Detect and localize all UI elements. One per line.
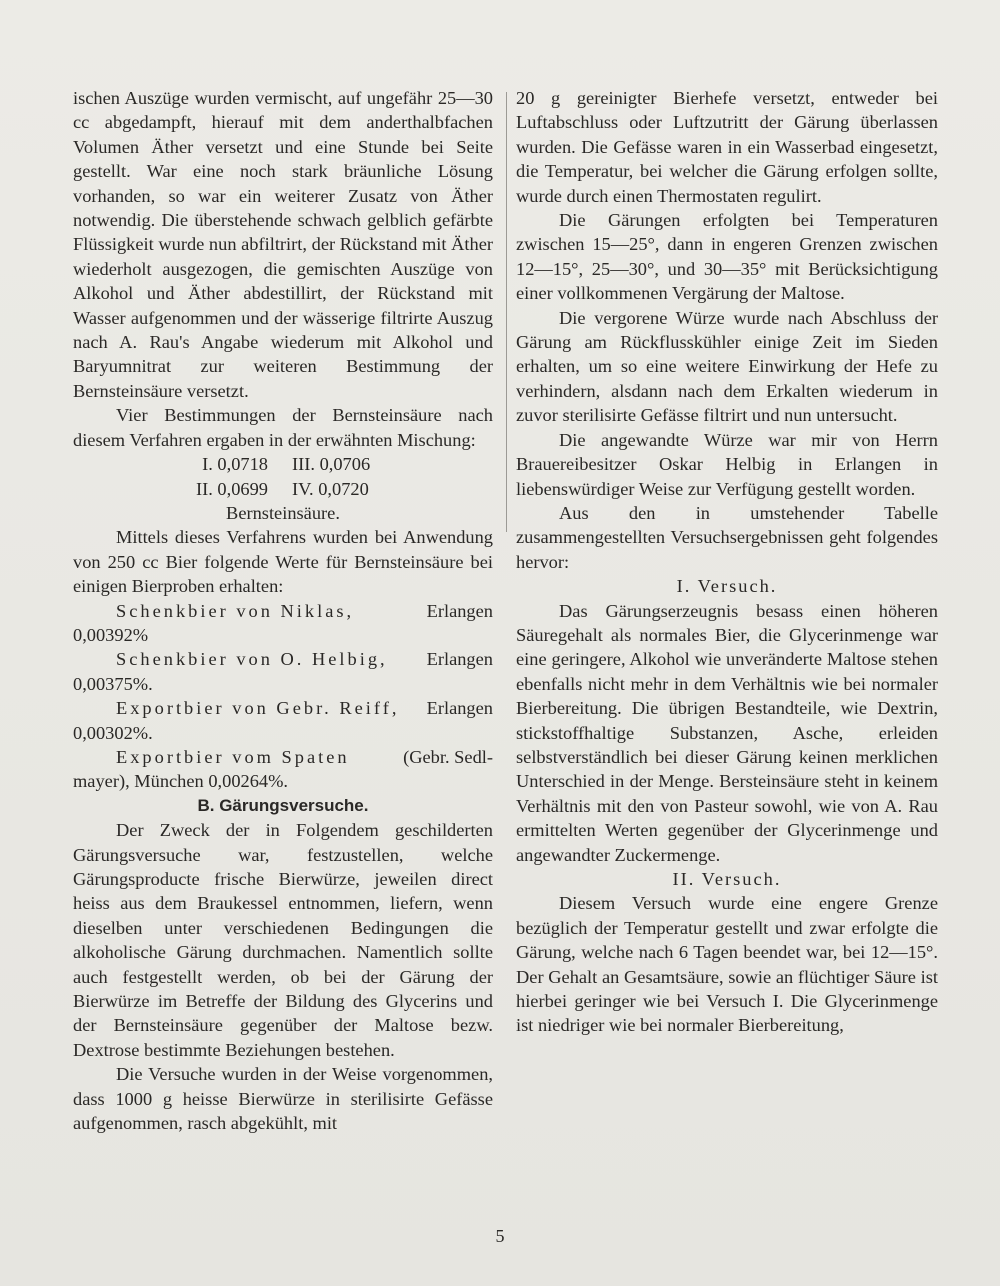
value-1: I. 0,0718 xyxy=(202,454,268,475)
beer-name: Schenkbier von Niklas, xyxy=(116,600,355,621)
beer-rest: (Gebr. Sedl- xyxy=(403,746,493,767)
beer-place: Erlangen xyxy=(426,698,493,719)
beer-value: 0,00392% xyxy=(73,624,149,645)
beer-place: Erlangen xyxy=(426,649,493,670)
beer-name: Exportbier von Gebr. Reiff, xyxy=(116,698,400,719)
beer-value: mayer), München 0,00264%. xyxy=(73,771,289,792)
beer-entry xyxy=(73,745,493,794)
beer-place: Erlangen xyxy=(426,600,493,621)
paragraph: ischen Auszüge wurden vermischt, auf ungefähr 25—30 cc abgedampft, hierauf mit dem anderthalbfachen Volumen Äther versetzt und eine Stunde bei Seite gestellt. War eine noch stark bräunliche Lösung vorhanden, so war ein weiterer Zusatz von Äther notwendig. Die überstehende schwach gelblich gefärbte Flüssigkeit wurde nun abfiltrirt, der Rückstand mit Äther wiederholt ausgezogen, die gemischten Auszüge von Alkohol und Äther abdestillirt, der Rückstand mit Wasser aufgenommen und der wässerige filtrirte Auszug nach A. Rau's Angabe wiederum mit Alkohol und Baryumnitrat zur weiteren Bestimmung der Bernsteinsäure versetzt. xyxy=(73,88,493,401)
paragraph: Der Zweck der in Folgendem geschilderten Gärungsversuche war, festzustellen, welche Gärungsproducte frische Bierwürze, jeweilen direct heiss aus dem Braukessel entnommen, liefern, wenn dieselben unter verschiedenen Bedingungen die alkoholische Gärung durchmachen. Namentlich sollte auch festgestellt werden, ob bei der Gärung der Bierwürze im Betreffe der Bildung des Glycerins und der Bernsteinsäure gegenüber der Maltose bezw. Dextrose bestimmte Beziehungen bestehen. xyxy=(73,820,493,1060)
paragraph: Das Gärungserzeugnis besass einen höheren Säuregehalt als normales Bier, die Glycerinmenge war eine geringere, Alkohol wie unveränderte Maltose stehen ebenfalls nicht mehr in dem Verhältnis wie bei normaler Bierbereitung. Die übrigen Bestandteile, wie Dextrin, stickstoffhaltige Substanzen, Asche, erleiden selbstverständlich bei dieser Gärung keinen merklichen Unterschied in der Menge. Bersteinsäure steht in keinem Verhältnis mit den von Pasteur sowohl, wie von A. Rau ermittelten Werten gegenüber der Glycerinmenge und angewandter Zuckermenge. xyxy=(516,600,938,865)
value-3: III. 0,0706 xyxy=(292,454,371,475)
paragraph: Die angewandte Würze war mir von Herrn Brauereibesitzer Oskar Helbig in Erlangen in liebenswürdiger Weise zur Verfügung gestellt worden. xyxy=(516,429,938,499)
value-4: IV. 0,0720 xyxy=(292,478,369,499)
experiment-heading: I. Versuch. xyxy=(676,576,778,597)
column-divider xyxy=(506,92,507,532)
beer-entry xyxy=(73,647,493,696)
beer-value: 0,00375%. xyxy=(73,673,153,694)
paragraph: Die Gärungen erfolgten bei Temperaturen zwischen 15—25°, dann in engeren Grenzen zwischen 12—15°, 25—30°, und 30—35° mit Berücksichtigung einer vollkommenen Vergärung der Maltose. xyxy=(516,210,938,304)
right-column xyxy=(516,86,938,1038)
value-2: II. 0,0699 xyxy=(195,478,268,499)
beer-entry xyxy=(73,696,493,745)
left-column xyxy=(73,86,493,1135)
paragraph: Aus den in umstehender Tabelle zusammengestellten Versuchsergebnissen geht folgendes hervor: xyxy=(516,502,938,572)
section-heading: B. Gärungsversuche. xyxy=(197,795,369,815)
beer-value: 0,00302%. xyxy=(73,722,153,743)
paragraph: Die Versuche wurden in der Weise vorgenommen, dass 1000 g heisse Bierwürze in sterilisirte Gefässe aufgenommen, rasch abgekühlt, mit xyxy=(73,1064,493,1134)
beer-name: Exportbier vom Spaten xyxy=(116,746,350,767)
paragraph: Vier Bestimmungen der Bernsteinsäure nach diesem Verfahren ergaben in der erwähnten Mischung: xyxy=(73,405,493,450)
measurement-values xyxy=(168,452,398,501)
beer-entry xyxy=(73,599,493,648)
beer-name: Schenkbier von O. Helbig, xyxy=(116,649,388,670)
paragraph: Diesem Versuch wurde eine engere Grenze bezüglich der Temperatur gestellt und zwar erfolgte die Gärung, welche nach 6 Tagen beendet war, bei 12—15°. Der Gehalt an Gesamtsäure, sowie an flüchtiger Säure ist hierbei geringer wie bei Versuch I. Die Glycerinmenge ist niedriger wie bei normaler Bierbereitung, xyxy=(516,893,938,1036)
paragraph: Die vergorene Würze wurde nach Abschluss der Gärung am Rückflusskühler einige Zeit im Sieden erhalten, um so eine weitere Einwirkung der Hefe zu verhindern, alsdann nach dem Erkalten wiederum in zuvor sterilisirte Gefässe filtrirt und nun untersucht. xyxy=(516,307,938,426)
paragraph: 20 g gereinigter Bierhefe versetzt, entweder bei Luftabschluss oder Luftzutritt der Gärung überlassen wurden. Die Gefässe waren in ein Wasserbad eingesetzt, die Temperatur, bei welcher die Gärung erfolgen sollte, wurde durch einen Thermostaten regulirt. xyxy=(516,88,938,206)
experiment-heading: II. Versuch. xyxy=(672,869,782,889)
paragraph: Mittels dieses Verfahrens wurden bei Anwendung von 250 cc Bier folgende Werte für Bernsteinsäure bei einigen Bierproben erhalten: xyxy=(73,527,493,597)
page-number: 5 xyxy=(495,1226,505,1246)
values-caption: Bernsteinsäure. xyxy=(226,502,340,523)
